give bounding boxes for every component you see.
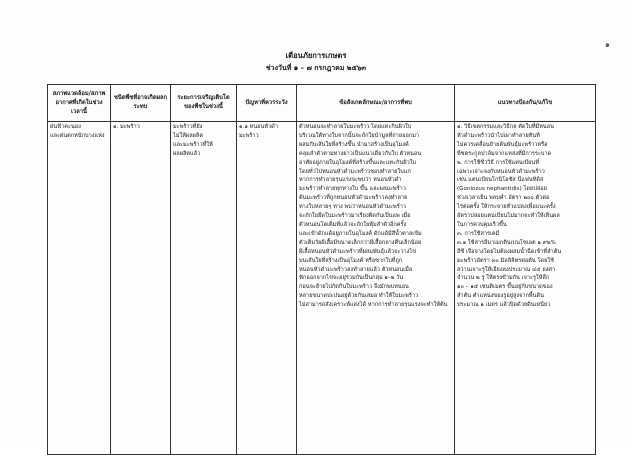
header-management: แนวทางป้องกัน/แก้ไข [455, 85, 596, 122]
header-growth-stage: ระยะการเจริญเติบโตของพืชในช่วงนี้ [171, 85, 237, 122]
date-range: ช่วงวันที่ ๑ – ๗ กรกฎาคม ๒๕๖๓ [265, 64, 367, 72]
page-title: เตือนภัยการเกษตร [285, 51, 347, 60]
header-weather: สภาพแวดล้อม/สภาพอากาศที่เกิดในช่วงเวลานี้ [48, 85, 111, 122]
header-symptoms: ข้อสังเกตลักษณะ/อาการที่พบ [297, 85, 455, 122]
cell-growth-stage [171, 122, 237, 455]
cell-symptoms [297, 122, 455, 455]
page-number: ๑ [604, 40, 610, 49]
header-crop: ชนิดพืชที่อาจเกิดผลกระทบ [111, 85, 171, 122]
cell-problem [237, 122, 297, 455]
advisory-table [47, 84, 596, 455]
management-text: ๑. วิธีเขตกรรมและวิธีกล ตัดใบที่มีหนอน หัวดำมะพร้าวนำไปเผาทำลายทันที ไม่ควรเคลื่อนย้ายต้นพันธุ์มะพร้าวหรือ พืชตระกูลปาล์มจากแหล่งที่มีการระบาด ๒. การใช้ชีววิธี การใช้แตนเบียนที่ เฉพาะเจาะจงกับหนอนหัวดำมะพร้าว เช่น แตนเบียนโกนิโอซัส นีแฟนทิดิส (Goniozus nephantidis) โดยปล่อย ช่วงเวลาเย็น พลบค่ำ อัตรา ๒๐๐ ตัวต่อ ไร่ต่อครั้ง ให้กระจายทั่วแปลงเพื่อแนะครั้ง อัตราปล่อยแตนเบียนไม่มากจะทำให้เห็นผล ในการควบคุมเร็วขึ้น ๓. การใช้สารเคมี ๓.๑ ใช้สารอีมาเมกตินเบนโซเอต ๑.๙๒% อีซี เจือจางโดยไม่ต้องผสมน้ำฉีดเข้าที่ลำต้น มะพร้าวอัตรา ๓๐ มิลลิลิตรต่อต้น โดยใช้ สว่านเจาะรูให้เอียงลงประมาณ ๔๕ องศา จำนวน ๒ รู ให้ตรงข้ามกัน เจาะรูให้ลึก ๑๐ – ๑๕ เซนติเมตร ขึ้นอยู่กับขนาดของ ลำต้น ตำแหน่งของรูอยู่สูงจากพื้นดิน ประมาณ ๑ เมตร แล้วปิดด้วยดินเหนียว [457, 124, 562, 309]
table-row [48, 122, 596, 455]
cell-crop [111, 122, 171, 455]
growth-stage-text: มะพร้าวที่ยัง ไม่ให้ผลผลิต และมะพร้าวที่ให้ ผลผลิตแล้ว [173, 124, 213, 157]
weather-text: ฝนฟ้าคะนอง และฝนตกหนักบางแห่ง [50, 124, 105, 139]
symptoms-text: ตัวหนอนจะทำลายใบมะพร้าว โดยแทะกินผิวใบ บริเวณใต้ทางใบจากนั้นจะถักใยนำมูลที่ถ่ายออกมา ผสมกับเส้นใยที่สร้างขึ้น นำมาสร้างเป็นอุโมงค์ คลุมลำตัวตามทางยาวเป็นแนวเดียวกับใบ ตัวหนอน อาศัยอยู่ภายในอุโมงค์ที่สร้างขึ้นและแทะกินผิวใบ โดยทั่วไปหนอนหัวดำมะพร้าวชอบทำลายใบแก่ หากการทำลายรุนแรงจะพบว่า หนอนหัวดำ มะพร้าวทำลายทุกทางใบ ขึ้น และผลมะพร้าว ต้นมะพร้าวที่ถูกหนอนหัวดำมะพร้าวลงทำลาย ทางใบหลายๆ ทาง พบว่าหนอนหัวดำมะพร้าว จะถักใยยึดใบมะพร้าวมาเรียงติดกันเป็นแพ เมื่อ ตัวหนอนโตเต็มที่แล้วจะถักใยหุ้มลำตัวอีกครั้ง และเข้าดักแด้อยู่ภายในอุโมงค์ ดักแด้มีสีน้ำตาลเข้ม ตัวเต็มวัยผีเสื้อมีขนาดเล็กกว่าผีเสื้อกลางคืนเล็กน้อย ผีเสื้อหนอนหัวดำมะพร้าวที่ผสมพันธุ์แล้วจะวางไข่ บนเส้นใยที่สร้างเป็นอุโมงค์ หรือซากใบที่ถูก หนอนหัวดำมะพร้าวลงทำลายแล้ว ตัวหนอนเมื่อ ฟักออกจากไข่จะอยู่รวมกันเป็นกลุ่ม ๑–๒ วัน ก่อนจะย้ายไปกัดกินใบมะพร้าว จึงมักพบหนอน หลายขนาดปะปนอยู่ด้วยกันเสมอ ทำให้ใบมะพร้าว ไม่สามารถสังเคราะห์แสงได้ หากการทำลายรุนแรงจะทำให้ต้น [299, 124, 448, 309]
cell-management [455, 122, 596, 455]
crop-text: ๑. มะพร้าว [113, 124, 140, 130]
cell-weather [48, 122, 111, 455]
problem-text: ๑.๑ หนอนหัวดำ มะพร้าว [239, 124, 278, 139]
header-problem: ปัญหาที่ควรระวัง [237, 85, 297, 122]
table-header-row [48, 85, 596, 122]
